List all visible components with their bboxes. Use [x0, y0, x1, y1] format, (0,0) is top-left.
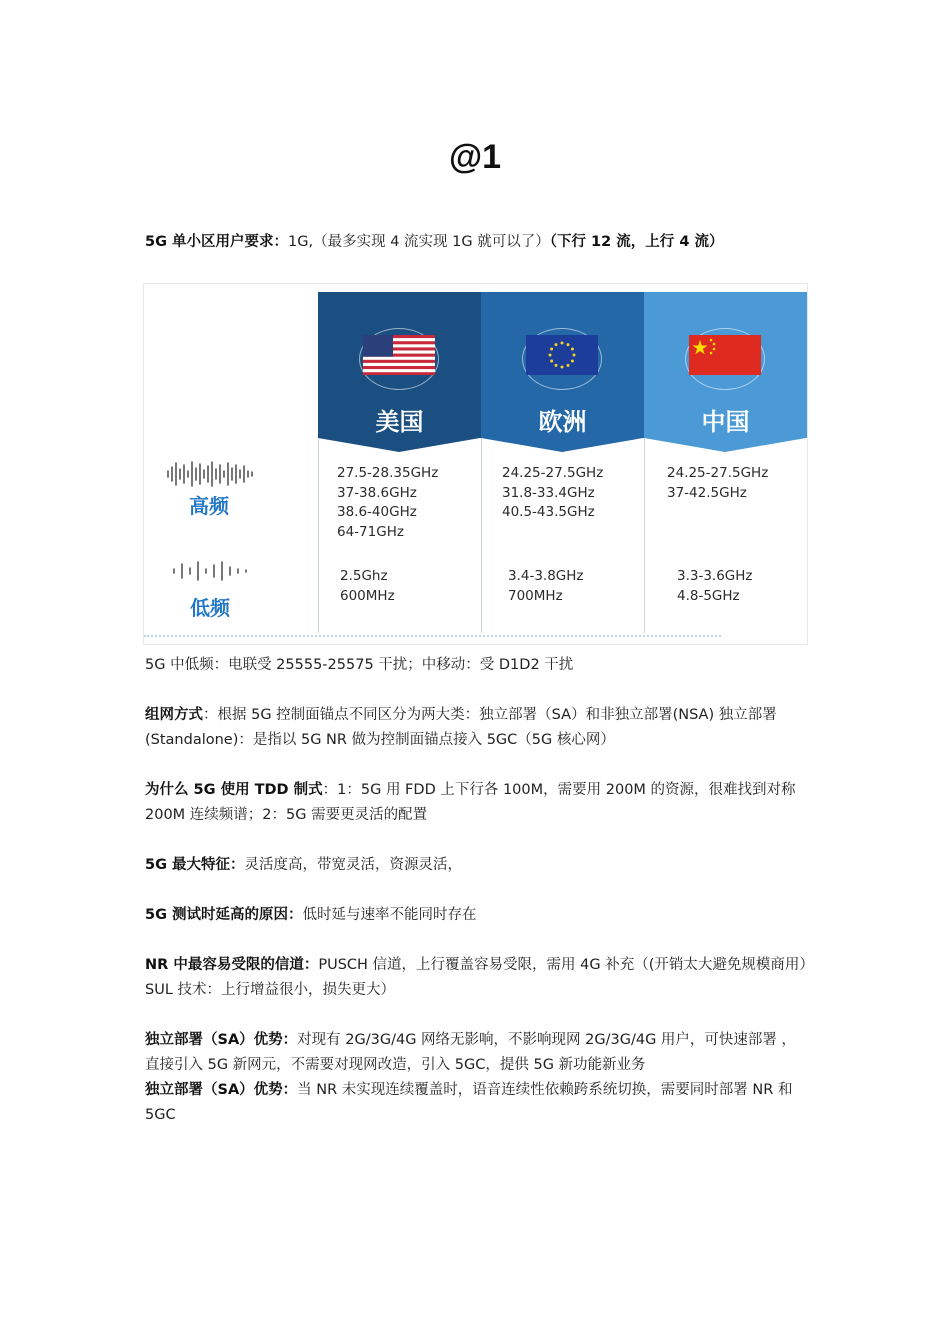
- country-label: 中国: [701, 408, 750, 436]
- low-frequency-waveform-icon: [170, 560, 250, 582]
- figure-divider: [144, 635, 721, 637]
- paragraph-text: ：1：5G 用 FDD 上下行各 100M，需要用 200M 的资源，很难找到对称 200M 连续频谱；2：5G 需要更灵活的配置: [145, 782, 796, 823]
- paragraph-label: 为什么 5G 使用 TDD 制式: [145, 782, 323, 798]
- paragraph-text: 低时延与速率不能同时存在: [302, 907, 477, 923]
- paragraph-why-tdd: [145, 778, 807, 828]
- paragraph-label: NR 中最容易受限的信道：: [145, 957, 319, 973]
- cn-low-frequencies: 3.3-3.6GHz 4.8-5GHz: [677, 568, 753, 604]
- paragraph-sa-advantage: [145, 1028, 807, 1078]
- column-us: [318, 292, 481, 438]
- us-low-frequencies: 2.5Ghz 600MHz: [340, 568, 395, 604]
- paragraph-main-feature: [145, 853, 807, 878]
- paragraph-text: 灵活度高，带宽灵活，资源灵活，: [244, 857, 463, 873]
- paragraph-text: 5G 中低频：电联受 25555-25575 干扰；中移动：受 D1D2 干扰: [145, 657, 574, 673]
- column-cn: [644, 292, 807, 438]
- country-label: 美国: [375, 408, 424, 436]
- paragraph-text: 对现有 2G/3G/4G 网络无影响，不影响现网 2G/3G/4G 用户，可快速部署 ， 直接引入 5G 新网元，不需要对现网改造，引入 5GC，提供 5G 新功能新业务: [145, 1032, 797, 1073]
- high-frequency-waveform-icon: [166, 460, 256, 488]
- paragraph-interference: [145, 653, 807, 678]
- paragraph-label: 5G 最大特征：: [145, 857, 245, 873]
- us-flag-icon: [363, 335, 435, 375]
- column-eu: [481, 292, 644, 438]
- cn-high-frequencies: 24.25-27.5GHz 37-42.5GHz: [667, 465, 769, 501]
- paragraph-sa-advantage-2: [145, 1078, 807, 1128]
- country-label: 欧洲: [538, 408, 587, 436]
- eu-flag-icon: [526, 335, 598, 375]
- row-label-low: 低频: [190, 596, 230, 620]
- paragraph-label: 5G 测试时延高的原因：: [145, 907, 303, 923]
- paragraph-networking-mode: [145, 703, 807, 753]
- paragraph-label: 独立部署（SA）优势：: [145, 1032, 298, 1048]
- frequency-figure: [143, 283, 808, 645]
- paragraph-latency: [145, 903, 807, 928]
- page-title: @1: [448, 138, 502, 176]
- eu-high-frequencies: 24.25-27.5GHz 31.8-33.4GHz 40.5-43.5GHz: [502, 465, 604, 520]
- paragraph-user-requirement: [145, 230, 807, 255]
- paragraph-label: 组网方式: [145, 707, 203, 723]
- eu-low-frequencies: 3.4-3.8GHz 700MHz: [508, 568, 584, 604]
- paragraph-text: PUSCH 信道，上行覆盖容易受限，需用 4G 补充（(开销太大避免规模商用）SUL 技术：上行增益很小，损失更大）: [145, 957, 807, 998]
- paragraph-label: 独立部署（SA）优势：: [145, 1082, 298, 1098]
- cn-flag-icon: [689, 335, 761, 375]
- paragraph-label: 5G 单小区用户要求：: [145, 234, 289, 250]
- paragraph-limited-channel: [145, 953, 807, 1003]
- paragraph-text: 当 NR 未实现连续覆盖时，语音连续性依赖跨系统切换，需要同时部署 NR 和 5GC: [145, 1082, 793, 1123]
- us-high-frequencies: 27.5-28.35GHz 37-38.6GHz 38.6-40GHz 64-71GHz: [337, 465, 439, 540]
- paragraph-text: 1G,（最多实现 4 流实现 1G 就可以了）: [288, 234, 550, 250]
- paragraph-text: ：根据 5G 控制面锚点不同区分为两大类：独立部署（SA）和非独立部署(NSA) 独立部署(Standalone)：是指以 5G NR 做为控制面锚点接入 5GC（5G 核心网）: [145, 707, 777, 748]
- row-label-high: 高频: [189, 494, 229, 518]
- paragraph-tail: （下行 12 流，上行 4 流）: [549, 234, 724, 250]
